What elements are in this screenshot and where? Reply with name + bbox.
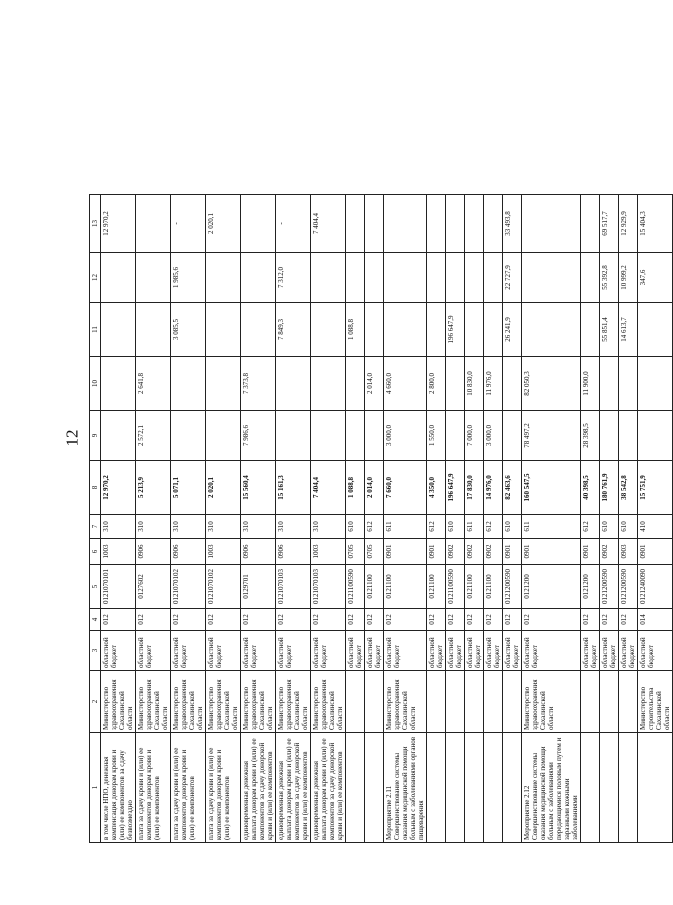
table-row xyxy=(465,195,484,843)
table-cell: 0121100 xyxy=(484,565,503,609)
table-cell: 012 xyxy=(346,609,365,631)
table-cell: 012 xyxy=(581,609,600,631)
table-cell xyxy=(427,253,446,303)
table-cell xyxy=(600,357,619,411)
col-header: 12 xyxy=(90,253,101,303)
table-cell: Министерство здравоохранения Сахалинской области xyxy=(384,671,427,733)
table-cell xyxy=(465,303,484,357)
table-cell: областной бюджет xyxy=(136,631,171,671)
table-cell: - xyxy=(171,195,206,253)
table-cell: 17 830,0 xyxy=(465,461,484,515)
table-cell: Министерство здравоохранения Сахалинской области xyxy=(311,671,346,733)
col-header: 5 xyxy=(90,565,101,609)
table-cell xyxy=(638,357,673,411)
table-cell xyxy=(619,671,638,733)
table-cell xyxy=(638,411,673,461)
table-cell: 012 xyxy=(101,609,136,631)
table-cell xyxy=(206,303,241,357)
table-row xyxy=(638,195,673,843)
table-cell: Министерство здравоохранения Сахалинской области xyxy=(136,671,171,733)
table-cell: областной бюджет xyxy=(619,631,638,671)
table-cell: 0121100590 xyxy=(346,565,365,609)
col-header: 2 xyxy=(90,671,101,733)
table-cell xyxy=(465,671,484,733)
table-cell: 012 xyxy=(465,609,484,631)
table-cell: 0121070102 xyxy=(171,565,206,609)
table-cell: областной бюджет xyxy=(465,631,484,671)
table-cell xyxy=(600,733,619,843)
table-cell: 4 660,0 xyxy=(384,357,427,411)
table-cell: 12 970,2 xyxy=(101,461,136,515)
table-body xyxy=(101,195,673,843)
table-cell: 0906 xyxy=(276,539,311,565)
table-cell: 2 020,1 xyxy=(206,195,241,253)
table-cell: 012 xyxy=(600,609,619,631)
table-cell: областной бюджет xyxy=(600,631,619,671)
table-cell xyxy=(446,357,465,411)
table-cell: областной бюджет xyxy=(101,631,136,671)
table-cell xyxy=(484,253,503,303)
table-row xyxy=(503,195,522,843)
table-row xyxy=(241,195,276,843)
table-cell: 610 xyxy=(503,515,522,539)
table-cell: 69 517,7 xyxy=(600,195,619,253)
table-row xyxy=(619,195,638,843)
table-cell: 38 542,8 xyxy=(619,461,638,515)
table-cell: 012 xyxy=(241,609,276,631)
table-cell: 78 497,2 xyxy=(522,411,581,461)
table-cell: - xyxy=(276,195,311,253)
table-cell xyxy=(241,195,276,253)
table-cell: 7 660,0 xyxy=(384,461,427,515)
table-cell: 612 xyxy=(484,515,503,539)
table-cell: 40 398,5 xyxy=(581,461,600,515)
col-header: 4 xyxy=(90,609,101,631)
table-cell: 7 849,3 xyxy=(276,303,311,357)
col-header: 7 xyxy=(90,515,101,539)
table-cell: 310 xyxy=(206,515,241,539)
table-row xyxy=(346,195,365,843)
table-cell xyxy=(206,411,241,461)
table-cell: 15 751,9 xyxy=(638,461,673,515)
table-cell: 26 241,9 xyxy=(503,303,522,357)
table-cell: 7 986,6 xyxy=(241,411,276,461)
table-cell xyxy=(276,411,311,461)
table-cell: 610 xyxy=(600,515,619,539)
table-cell: единовременная денежная выплата донорам крови и (или) ее компонентов за сдачу донорской крови и (или) ее компонентов xyxy=(311,733,346,843)
table-cell xyxy=(638,733,673,843)
table-cell: 7 373,8 xyxy=(241,357,276,411)
table-cell xyxy=(503,733,522,843)
table-cell: 0121100 xyxy=(465,565,484,609)
table-cell: 14 976,0 xyxy=(484,461,503,515)
table-cell: 55 392,8 xyxy=(600,253,619,303)
table-cell xyxy=(365,671,384,733)
table-cell xyxy=(206,357,241,411)
table-cell: 0902 xyxy=(465,539,484,565)
table-cell: 0121100 xyxy=(384,565,427,609)
table-cell: Министерство строительства Сахалинской области xyxy=(638,671,673,733)
table-cell: 410 xyxy=(638,515,673,539)
table-cell: 1003 xyxy=(206,539,241,565)
table-cell: 7 312,0 xyxy=(276,253,311,303)
table-cell: 22 727,9 xyxy=(503,253,522,303)
table-cell: 0121070101 xyxy=(101,565,136,609)
table-cell xyxy=(600,411,619,461)
table-cell xyxy=(365,303,384,357)
table-cell: 12 929,9 xyxy=(619,195,638,253)
table-cell: областной бюджет xyxy=(365,631,384,671)
table-row xyxy=(384,195,427,843)
table-cell xyxy=(446,411,465,461)
table-row xyxy=(136,195,171,843)
header-row xyxy=(90,195,101,843)
table-cell xyxy=(365,253,384,303)
table-cell: 0121240090 xyxy=(638,565,673,609)
table-cell: 196 647,9 xyxy=(446,303,465,357)
table-cell xyxy=(427,733,446,843)
table-cell: 0902 xyxy=(446,539,465,565)
table-cell: областной бюджет xyxy=(503,631,522,671)
table-cell xyxy=(446,671,465,733)
table-cell: областной бюджет xyxy=(638,631,673,671)
table-cell xyxy=(484,195,503,253)
table-cell: 0705 xyxy=(365,539,384,565)
table-cell xyxy=(311,411,346,461)
table-cell: 012 xyxy=(522,609,581,631)
table-cell xyxy=(484,303,503,357)
table-cell: 0906 xyxy=(136,539,171,565)
table-cell: 1003 xyxy=(311,539,346,565)
table-cell: 012 xyxy=(311,609,346,631)
table-cell: 347,6 xyxy=(638,253,673,303)
table-cell: Министерство здравоохранения Сахалинской области xyxy=(241,671,276,733)
col-header: 6 xyxy=(90,539,101,565)
table-cell xyxy=(311,303,346,357)
table-cell xyxy=(346,733,365,843)
table-row xyxy=(276,195,311,843)
table-cell xyxy=(346,253,365,303)
table-row xyxy=(311,195,346,843)
table-cell: 11 900,0 xyxy=(581,357,600,411)
table-cell: 1 088,8 xyxy=(346,461,365,515)
table-cell: Мероприятие 2.11 Совершенствование системы оказания медицинской помощи больным с заболеваниями органов пищеварения xyxy=(384,733,427,843)
table-cell: 0901 xyxy=(503,539,522,565)
table-cell: 612 xyxy=(365,515,384,539)
table-cell: 310 xyxy=(311,515,346,539)
table-cell: 0127602 xyxy=(136,565,171,609)
table-cell: 012 xyxy=(136,609,171,631)
table-row xyxy=(581,195,600,843)
table-cell xyxy=(619,357,638,411)
table-cell: 3 000,0 xyxy=(384,411,427,461)
table-cell: 0906 xyxy=(241,539,276,565)
table-cell: 82 050,3 xyxy=(522,357,581,411)
table-cell: 1 550,0 xyxy=(427,411,446,461)
table-cell xyxy=(581,303,600,357)
table-cell: 012 xyxy=(484,609,503,631)
table-cell: 310 xyxy=(101,515,136,539)
table-cell: областной бюджет xyxy=(171,631,206,671)
table-row xyxy=(522,195,581,843)
table-cell: 1 985,6 xyxy=(171,253,206,303)
table-cell xyxy=(581,253,600,303)
table-cell: Министерство здравоохранения Сахалинской области xyxy=(171,671,206,733)
table-cell xyxy=(619,411,638,461)
table-cell: 15 161,3 xyxy=(276,461,311,515)
table-cell: 612 xyxy=(427,515,446,539)
table-cell: Министерство здравоохранения Сахалинской области xyxy=(101,671,136,733)
table-cell: Мероприятие 2.12 Совершенствование системы оказания медицинской помощи больным с заболеваниями передающимися половым путем и заразными кожными заболеваниями xyxy=(522,733,581,843)
table-cell: 0705 xyxy=(346,539,365,565)
table-cell: 012 xyxy=(365,609,384,631)
table-cell xyxy=(465,253,484,303)
table-cell: 1003 xyxy=(101,539,136,565)
table-cell xyxy=(346,411,365,461)
table-cell: 0121070103 xyxy=(276,565,311,609)
col-header: 9 xyxy=(90,411,101,461)
table-cell: 7 404,4 xyxy=(311,195,346,253)
table-cell xyxy=(346,195,365,253)
table-cell: 611 xyxy=(384,515,427,539)
table-cell: 012 xyxy=(171,609,206,631)
table-cell: областной бюджет xyxy=(311,631,346,671)
table-cell: 0129701 xyxy=(241,565,276,609)
table-cell: областной бюджет xyxy=(276,631,311,671)
table-cell: 33 493,8 xyxy=(503,195,522,253)
table-cell: 5 213,9 xyxy=(136,461,171,515)
table-cell: 0121200590 xyxy=(619,565,638,609)
col-header: 3 xyxy=(90,631,101,671)
table-row xyxy=(484,195,503,843)
table-cell: плата за сдачу крови и (или) ее компонентов донорам крови и (или) ее компонентов xyxy=(206,733,241,843)
table-cell: 7 404,4 xyxy=(311,461,346,515)
table-cell xyxy=(101,411,136,461)
table-cell xyxy=(101,357,136,411)
table-cell xyxy=(276,357,311,411)
table-cell xyxy=(136,253,171,303)
col-header: 13 xyxy=(90,195,101,253)
page-number: 12 xyxy=(62,429,82,447)
table-cell: областной бюджет xyxy=(427,631,446,671)
table-cell: областной бюджет xyxy=(206,631,241,671)
table-cell xyxy=(101,303,136,357)
table-cell: 10 830,0 xyxy=(465,357,484,411)
table-cell: 310 xyxy=(276,515,311,539)
table-cell: 2 014,0 xyxy=(365,461,384,515)
table-cell xyxy=(581,195,600,253)
table-cell xyxy=(384,195,427,253)
table-cell xyxy=(446,195,465,253)
table-cell: плата за сдачу крови и (или) ее компонентов донорам крови и (или) ее компонентов xyxy=(171,733,206,843)
table-cell xyxy=(171,357,206,411)
table-cell: 0901 xyxy=(384,539,427,565)
table-cell: 0902 xyxy=(600,539,619,565)
table-cell: Министерство здравоохранения Сахалинской области xyxy=(206,671,241,733)
table-row xyxy=(427,195,446,843)
table-cell xyxy=(484,671,503,733)
table-cell: 610 xyxy=(619,515,638,539)
table-cell xyxy=(365,195,384,253)
table-cell xyxy=(581,671,600,733)
table-cell: 15 560,4 xyxy=(241,461,276,515)
table-cell: 610 xyxy=(346,515,365,539)
table-cell: 1 088,8 xyxy=(346,303,365,357)
table-cell: 012 xyxy=(427,609,446,631)
table-cell xyxy=(465,195,484,253)
table-cell xyxy=(365,411,384,461)
table-cell: 15 404,3 xyxy=(638,195,673,253)
table-row xyxy=(171,195,206,843)
table-cell: 5 071,1 xyxy=(171,461,206,515)
table-cell: 0901 xyxy=(427,539,446,565)
table-cell: 014 xyxy=(638,609,673,631)
table-cell: 012 xyxy=(446,609,465,631)
table-cell: областной бюджет xyxy=(241,631,276,671)
budget-table xyxy=(89,194,673,843)
table-cell xyxy=(427,195,446,253)
table-cell: 0121200 xyxy=(522,565,581,609)
table-cell: 2 020,1 xyxy=(206,461,241,515)
table-cell: Министерство здравоохранения Сахалинской области xyxy=(276,671,311,733)
table-cell: 012 xyxy=(503,609,522,631)
table-row xyxy=(446,195,465,843)
table-cell xyxy=(619,733,638,843)
table-cell: 0121070102 xyxy=(206,565,241,609)
table-cell: 14 613,7 xyxy=(619,303,638,357)
table-cell xyxy=(600,671,619,733)
table-cell xyxy=(311,357,346,411)
table-cell xyxy=(503,671,522,733)
table-row xyxy=(101,195,136,843)
table-cell: 310 xyxy=(171,515,206,539)
table-cell xyxy=(522,253,581,303)
table-cell xyxy=(365,733,384,843)
table-row xyxy=(365,195,384,843)
table-cell xyxy=(503,411,522,461)
table-cell xyxy=(101,253,136,303)
col-header: 10 xyxy=(90,357,101,411)
table-cell: 610 xyxy=(446,515,465,539)
table-cell: 310 xyxy=(241,515,276,539)
table-cell: 612 xyxy=(581,515,600,539)
col-header: 11 xyxy=(90,303,101,357)
table-cell: областной бюджет xyxy=(522,631,581,671)
table-cell: 2 641,8 xyxy=(136,357,171,411)
table-cell: 0121100 xyxy=(427,565,446,609)
table-cell xyxy=(522,195,581,253)
table-cell: областной бюджет xyxy=(484,631,503,671)
table-cell: в том числе НПО, денежная компенсация донорам крови и (или) ее компонентов за сдачу безвозмездно xyxy=(101,733,136,843)
table-cell: 012 xyxy=(384,609,427,631)
table-cell xyxy=(346,671,365,733)
table-cell: 3 085,5 xyxy=(171,303,206,357)
table-cell xyxy=(446,733,465,843)
table-cell: 160 547,5 xyxy=(522,461,581,515)
table-cell: 310 xyxy=(136,515,171,539)
table-cell xyxy=(171,411,206,461)
table-cell: 7 000,0 xyxy=(465,411,484,461)
table-cell xyxy=(427,671,446,733)
table-cell: 0901 xyxy=(581,539,600,565)
table-cell: 012 xyxy=(276,609,311,631)
table-cell xyxy=(446,253,465,303)
table-cell xyxy=(241,253,276,303)
table-cell: 0901 xyxy=(522,539,581,565)
table-cell: областной бюджет xyxy=(346,631,365,671)
table-cell: 196 647,9 xyxy=(446,461,465,515)
table-row xyxy=(600,195,619,843)
table-cell: 0121100 xyxy=(365,565,384,609)
table-cell: 0121200 xyxy=(581,565,600,609)
table-cell xyxy=(384,253,427,303)
table-cell: 55 851,4 xyxy=(600,303,619,357)
table-cell: 012 xyxy=(206,609,241,631)
table-cell xyxy=(522,303,581,357)
table-cell xyxy=(581,733,600,843)
table-cell: 012 xyxy=(619,609,638,631)
table-cell xyxy=(206,253,241,303)
table-cell: 0902 xyxy=(484,539,503,565)
table-cell: 4 350,0 xyxy=(427,461,446,515)
table-cell: областной бюджет xyxy=(446,631,465,671)
table-cell: 0901 xyxy=(638,539,673,565)
table-cell: единовременная денежная выплата донорам крови и (или) ее компонентов за сдачу донорской крови и (или) ее компонентов xyxy=(241,733,276,843)
table-cell xyxy=(484,733,503,843)
table-cell: 0121100590 xyxy=(446,565,465,609)
table-cell xyxy=(427,303,446,357)
table-cell: единовременная денежная выплата донорам крови и (или) ее компонентов за сдачу донорской крови и (или) ее компонентов xyxy=(276,733,311,843)
table-row xyxy=(206,195,241,843)
table-cell: областной бюджет xyxy=(581,631,600,671)
table-cell: 2 572,1 xyxy=(136,411,171,461)
table-cell: 0906 xyxy=(171,539,206,565)
table-cell: 28 398,5 xyxy=(581,411,600,461)
table-cell xyxy=(465,733,484,843)
table-cell xyxy=(136,195,171,253)
table-cell: 2 800,0 xyxy=(427,357,446,411)
table-cell xyxy=(384,303,427,357)
table-cell: 2 014,0 xyxy=(365,357,384,411)
table-cell: 611 xyxy=(465,515,484,539)
table-cell: плата за сдачу крови и (или) ее компонентов донорам крови и (или) ее компонентов xyxy=(136,733,171,843)
table-cell: 0121200590 xyxy=(600,565,619,609)
table-cell: 611 xyxy=(522,515,581,539)
table-cell xyxy=(241,303,276,357)
table-cell: 10 999,2 xyxy=(619,253,638,303)
table-cell xyxy=(346,357,365,411)
table-cell: 0121200590 xyxy=(503,565,522,609)
table-cell: 0121070103 xyxy=(311,565,346,609)
col-header: 8 xyxy=(90,461,101,515)
table-cell xyxy=(311,253,346,303)
table-cell: 180 761,9 xyxy=(600,461,619,515)
col-header: 1 xyxy=(90,733,101,843)
table-cell: Министерство здравоохранения Сахалинской области xyxy=(522,671,581,733)
table-cell: 82 463,6 xyxy=(503,461,522,515)
table-cell: 11 976,0 xyxy=(484,357,503,411)
table-cell: 3 000,0 xyxy=(484,411,503,461)
table-cell xyxy=(503,357,522,411)
table-cell: 0903 xyxy=(619,539,638,565)
table-cell xyxy=(638,303,673,357)
table-cell: областной бюджет xyxy=(384,631,427,671)
table-cell: 12 970,2 xyxy=(101,195,136,253)
table-cell xyxy=(136,303,171,357)
